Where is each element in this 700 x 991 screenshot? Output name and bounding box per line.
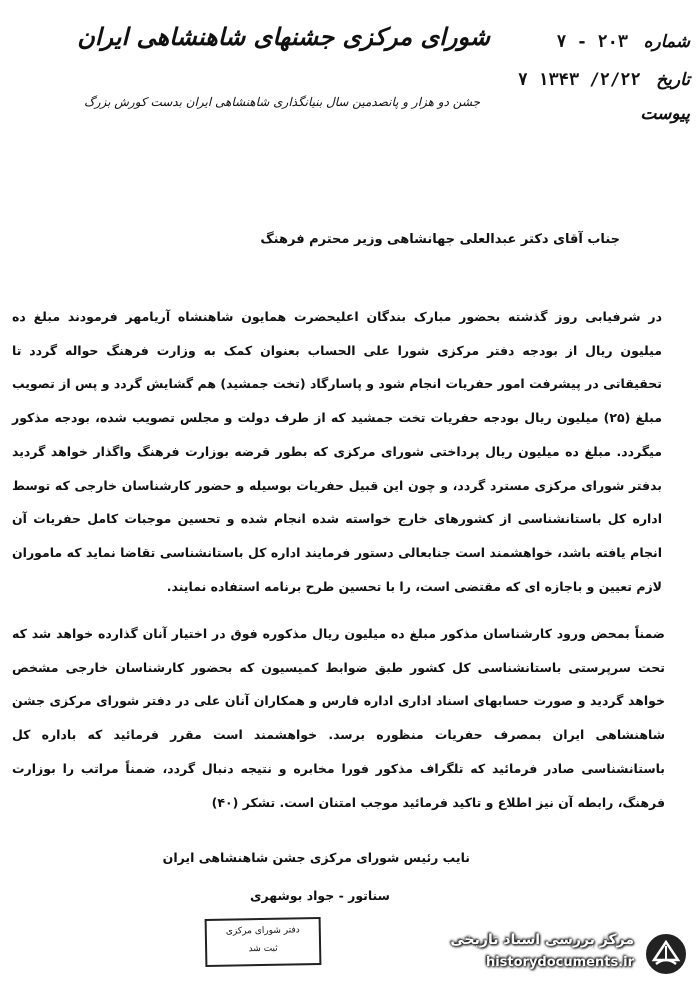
meta-number-value: ۲۰۳ - ۷ bbox=[556, 32, 629, 52]
watermark-url: historydocuments.ir bbox=[485, 955, 634, 970]
archive-logo-icon bbox=[642, 930, 690, 978]
meta-number-label: شماره bbox=[643, 32, 690, 52]
registry-stamp bbox=[205, 917, 322, 967]
watermark-title: مرکز بررسی اسناد تاریخی bbox=[450, 932, 634, 948]
body-paragraph-1: در شرفیابی روز گذشته بحضور مبارک بندگان اعلیحضرت همایون شاهنشاه آریامهر فرمودند مبلغ ده میلیون ریال از بودجه دفتر مرکزی شورا علی الحساب بعنوان کمک به وزارت فرهنگ حواله گردد تا تحقیقاتی در پیشرفت امور حفریات انجام شود و پاسارگاد (تخت جمشید) هم گشایش گردد و پس از تصویب مبلغ (۲۵) میلیون ریال بودجه حفریات تخت جمشید که از طرف دولت و مجلس تصویب شده، بودجه مذکور میگردد. مبلغ ده میلیون ریال پرداختی شورای مرکزی که بطور قرضه بوزارت فرهنگ واگذار خواهد گردید بدفتر شورای مرکزی مسترد گردد، و چون این قبیل حفریات بوسیله و حضور کارشناسان خارجی که توسط اداره کل باستانشناسی از کشورهای خارج خواسته شده انجام شده و تحسین موجبات کامل حفریات آن انجام یافته باشد، خواهشمند است جنابعالی دستور فرمایند اداره کل باستانشناسی تقاضا نماید که ماموران لازم تعیین و باجازه ای که مقتضی است، را با تحسین طرح برنامه استفاده نمایند. bbox=[12, 309, 662, 594]
signature-title: نایب رئیس شورای مرکزی جشن شاهنشاهی ایران bbox=[162, 850, 470, 865]
meta-attachment bbox=[540, 104, 690, 124]
stamp-line-1: دفتر شورای مرکزی bbox=[225, 925, 300, 937]
salutation: جناب آقای دکتر عبدالعلی جهانشاهی وزیر محترم فرهنگ bbox=[260, 232, 620, 247]
meta-date-value: ۲/۲۲/ ۱۳۴۳ ۷ bbox=[517, 70, 641, 90]
signature-name: سناتور - جواد بوشهری bbox=[250, 888, 390, 903]
stamp-line-2: ثبت شد bbox=[248, 943, 278, 955]
letterhead-title: شورای مرکزی جشنهای شاهنشاهی ایران bbox=[77, 22, 490, 51]
meta-date bbox=[517, 70, 690, 90]
archive-watermark bbox=[420, 928, 692, 984]
body-paragraph-2: ضمناً بمحض ورود کارشناسان مذکور مبلغ ده میلیون ریال مذکوره فوق در اختیار آنان گذارده خواهد شد که تحت سرپرستی باستانشناسی کل کشور طبق ضوابط کمیسیون که بحضور کارشناسان خارجی مشخص خواهد گردید و صورت حسابهای اسناد اداری اداره فارس و همکاران آنان علی در دفتر شورای مرکزی جشن شاهنشاهی ایران بمصرف حفریات منظوره برسد. خواهشمند است مقرر فرمائید که باداره کل باستانشناسی صادر فرمائید که تلگراف مذکور فورا مخابره و نتیجه دنبال گردد، ضمناً مراتب را بوزارت فرهنگ، رابطه آن نیز اطلاع و تاکید فرمائید موجب امتنان است. تشکر (۴۰) bbox=[12, 626, 665, 810]
letterhead-subtitle: جشن دو هزار و پانصدمین سال بنیانگذاری شاهنشاهی ایران بدست کورش بزرگ bbox=[83, 95, 480, 109]
meta-number bbox=[540, 32, 690, 52]
meta-attachment-label: پیوست bbox=[640, 104, 690, 124]
meta-date-label: تاریخ bbox=[656, 70, 690, 90]
